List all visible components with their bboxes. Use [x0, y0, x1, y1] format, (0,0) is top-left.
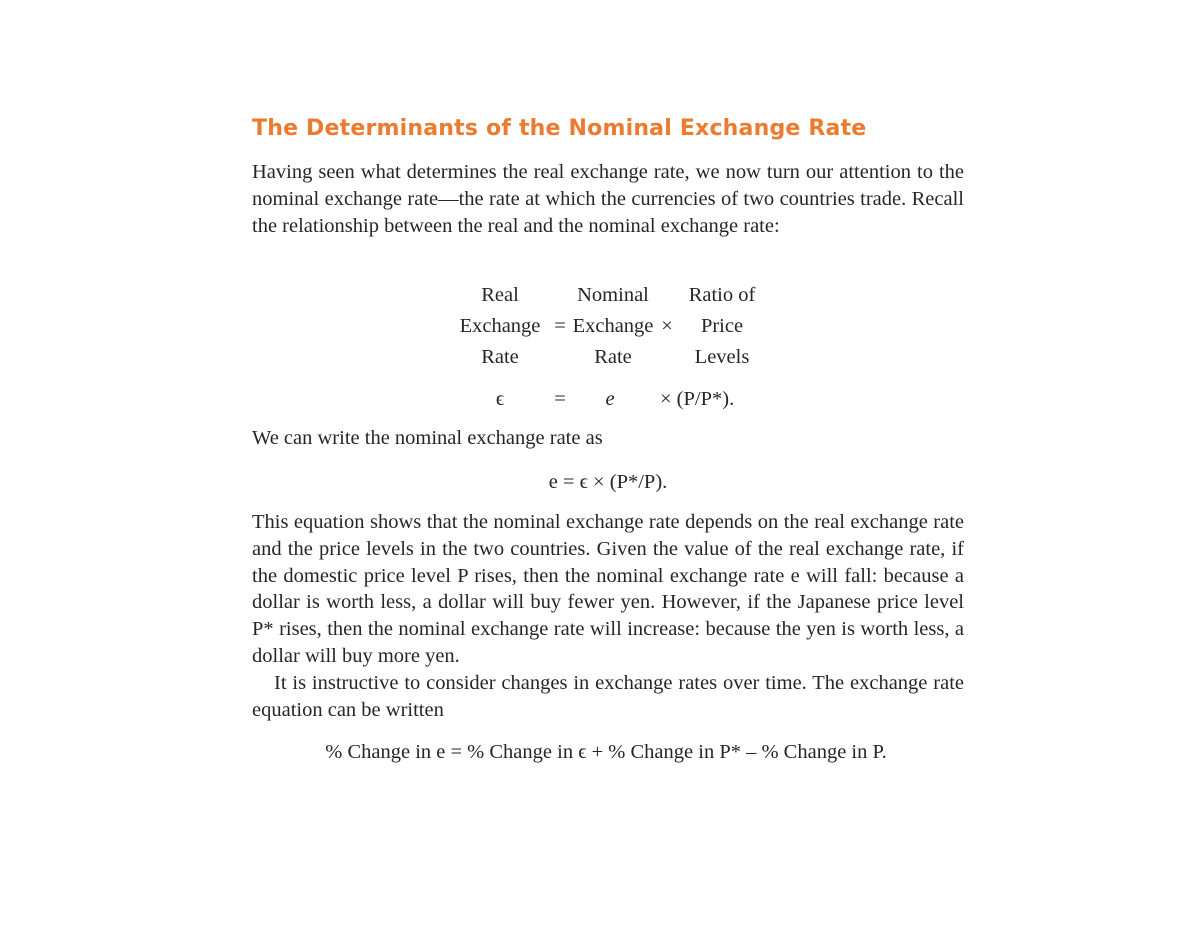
eq1-col1-line2: Exchange [459, 315, 541, 337]
eq1-col1-line1: Real [481, 284, 519, 306]
percent-change-equation: % Change in e = % Change in ϵ + % Change in P* – % Change in P. [325, 741, 887, 763]
symbolic-equals: = [554, 388, 566, 410]
eq1-col2-line2: Exchange [572, 315, 654, 337]
eq1-col3-line1: Ratio of [688, 284, 756, 306]
eq1-times: × [661, 315, 673, 337]
price-ratio-term: × (P/P*). [660, 388, 735, 410]
eq1-equals: = [554, 315, 566, 337]
nominal-rate-equation: e = ϵ × (P*/P). [548, 471, 668, 493]
eq1-col3-line3: Levels [694, 346, 750, 368]
eq1-col1-line3: Rate [481, 346, 519, 368]
textbook-page [252, 0, 964, 927]
eq1-col2-line3: Rate [594, 346, 632, 368]
paragraph-changes-over-time: It is instructive to consider changes in exchange rates over time. The exchange rate equation can be written [252, 672, 964, 721]
real-exchange-rate-symbol: ϵ [495, 388, 505, 410]
eq1-col3-line2: Price [700, 315, 744, 337]
nominal-exchange-rate-symbol: e [605, 388, 615, 410]
paragraph-nominal-rate-lead: We can write the nominal exchange rate as [252, 427, 603, 449]
eq1-col2-line1: Nominal [577, 284, 649, 306]
section-title: The Determinants of the Nominal Exchange Rate [252, 116, 867, 141]
paragraph-intro: Having seen what determines the real exchange rate, we now turn our attention to the nominal exchange rate—the rate at which the currencies of two countries trade. Recall the relationship between the real and the nominal exchange rate: [252, 161, 964, 237]
paragraph-explanation: This equation shows that the nominal exchange rate depends on the real exchange rate and the price levels in the two countries. Given the value of the real exchange rate, if the domestic price level P rises, then the nominal exchange rate e will fall: because a dollar is worth less, a dollar will buy fewer yen. However, if the Japanese price level P* rises, then the nominal exchange rate will increase: because the yen is worth less, a dollar will buy more yen. [252, 511, 964, 667]
